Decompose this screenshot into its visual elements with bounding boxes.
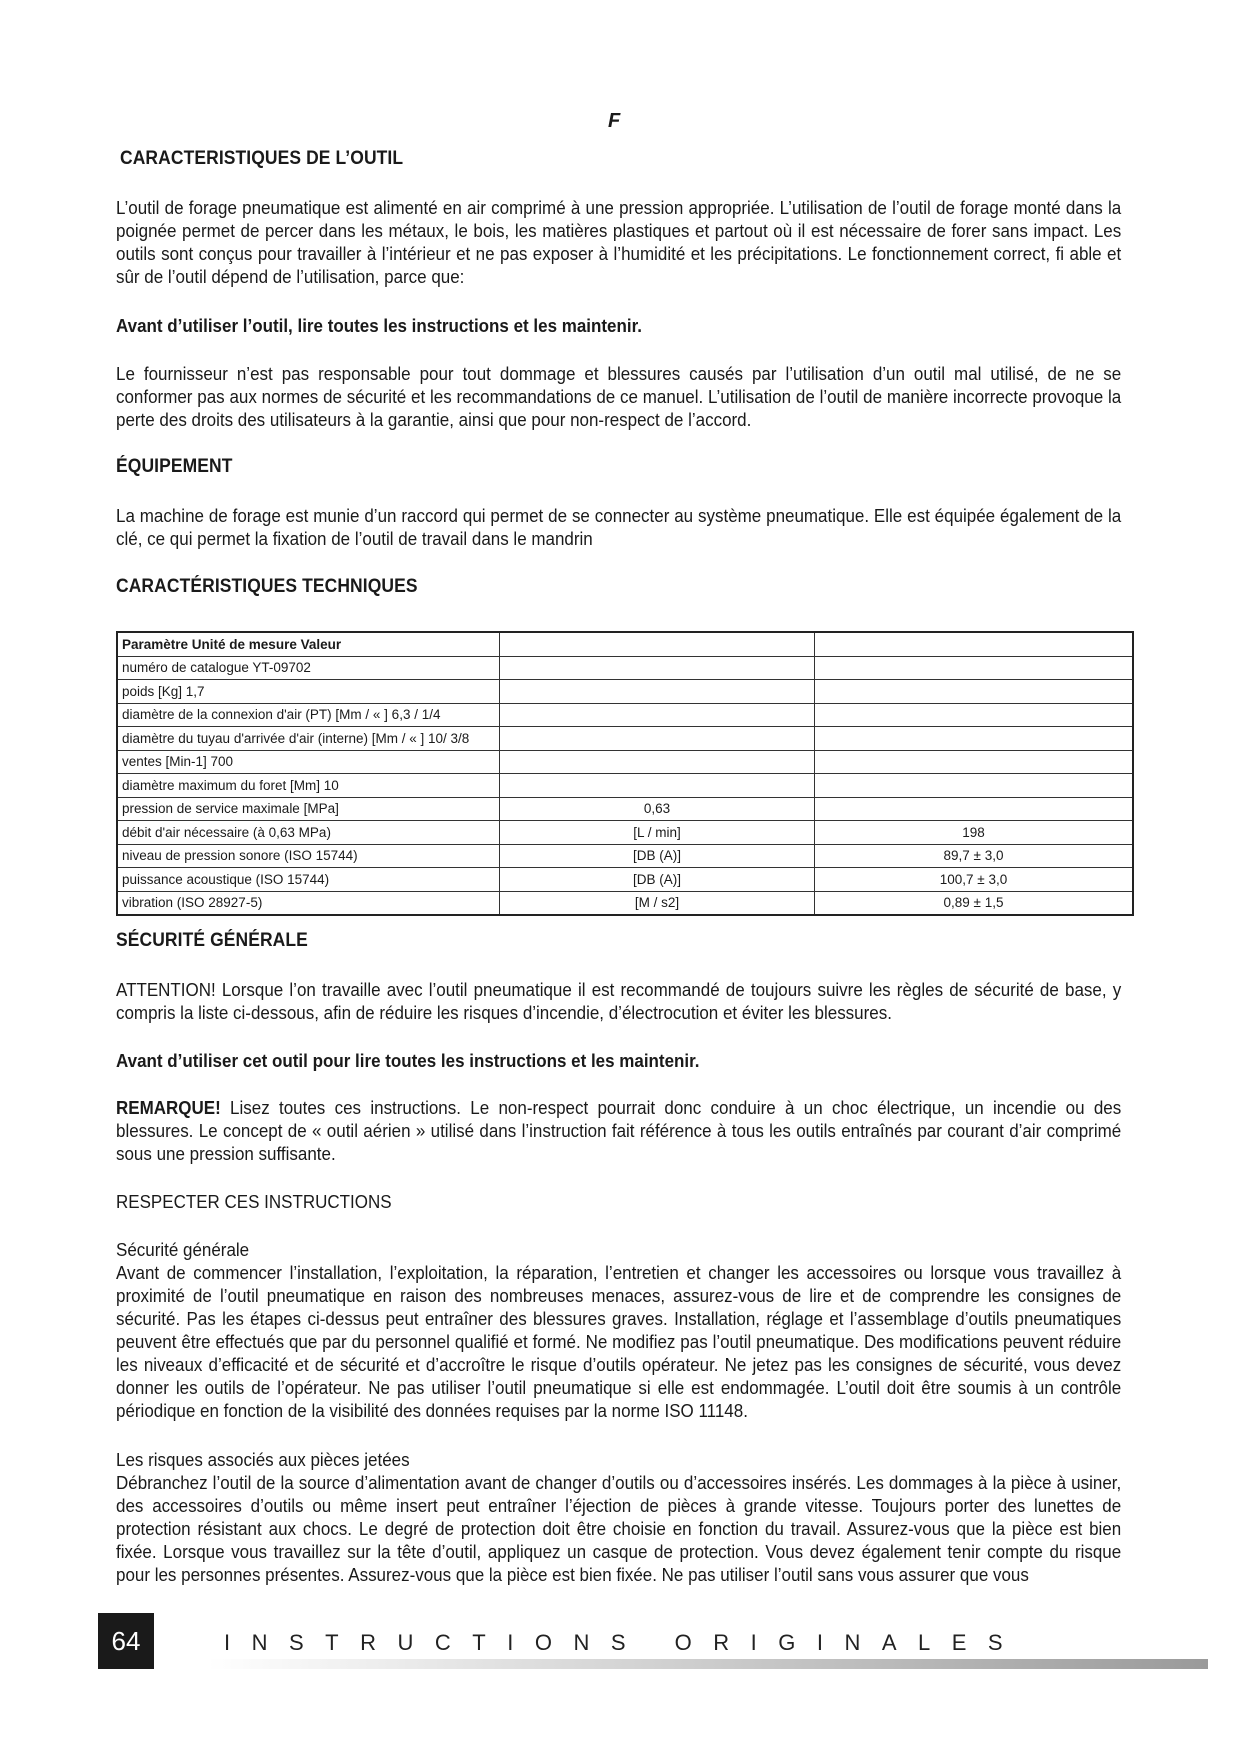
table-cell: 0,63 (500, 797, 815, 821)
table-cell: [DB (A)] (500, 844, 815, 868)
table-cell (500, 656, 815, 680)
table-cell (500, 703, 815, 727)
table-cell (815, 703, 1134, 727)
table-cell: Paramètre Unité de mesure Valeur (117, 632, 500, 656)
table-row (117, 680, 1133, 704)
ejected-parts-paragraph: Débranchez l’outil de la source d’alimentation avant de changer d’outils ou d’accessoires insérés. Les dommages à la pièce à usiner, des accessoires d’outils ou même insert peut entraîner l’éjection de pièces à grande vitesse. Toujours porter des lunettes de protection résistant aux chocs. Le degré de protection doit être choisie en fonction du travail. Assurez-vous que la pièce est bien fixée. Lorsque vous travaillez sur la tête d’outil, appliquez un casque de protection. Vous devez également tenir compte du risque pour les personnes présentes. Assurez-vous que la pièce est bien fixée. Ne pas utiliser l’outil sans vous assurer que vous (116, 1472, 1122, 1585)
table-cell: diamètre de la connexion d'air (PT) [Mm / « ] 6,3 / 1/4 (117, 703, 500, 727)
liability-paragraph: Le fournisseur n’est pas responsable pour tout dommage et blessures causés par l’utilisation d’un outil mal utilisé, de ne se conformer pas aux normes de sécurité et les recommandations de ce manuel. L’utilisation de l’outil de manière incorrecte provoque la perte des droits des utilisateurs à la garantie, ainsi que pour non-respect de l’accord. (116, 363, 1122, 430)
remarque-text: Lisez toutes ces instructions. Le non-respect pourrait donc conduire à un choc électrique, un incendie ou des blessures. Le concept de « outil aérien » utilisé dans l’instruction fait référence à tous les outils entraînés par courant d’air comprimé sous une pression suffisante. (116, 1097, 1122, 1164)
table-cell: diamètre maximum du foret [Mm] 10 (117, 774, 500, 798)
remarque-lead: REMARQUE! (116, 1097, 221, 1118)
remarque-paragraph (116, 1096, 1121, 1165)
footer-label: INSTRUCTIONS ORIGINALES (224, 1630, 1025, 1655)
table-row (117, 844, 1133, 868)
table-row (117, 774, 1133, 798)
table-row (117, 821, 1133, 845)
section-title-caracteristiques-outil: CARACTERISTIQUES DE L’OUTIL (120, 148, 404, 169)
table-cell: débit d'air nécessaire (à 0,63 MPa) (117, 821, 500, 845)
table-cell: niveau de pression sonore (ISO 15744) (117, 844, 500, 868)
table-row (117, 891, 1133, 915)
table-cell: [DB (A)] (500, 868, 815, 892)
table-row (117, 656, 1133, 680)
table-cell: 198 (815, 821, 1134, 845)
table-cell (500, 774, 815, 798)
table-cell: ventes [Min-1] 700 (117, 750, 500, 774)
general-safety-paragraph: Avant de commencer l’installation, l’exploitation, la réparation, l’entretien et changer les accessoires ou lorsque vous travaillez à proximité de l’outil pneumatique en raison des nombreuses menaces, assurez-vous de lire et de comprendre les consignes de sécurité. Pas les étapes ci-dessus peut entraîner des blessures graves. Installation, réglage et l’assemblage d’outils pneumatiques peuvent être effectués que par du personnel qualifié et formé. Ne modifiez pas l’outil pneumatique. Des modifications peuvent réduire les niveaux d’efficacité et de sécurité et d’accroître le risque d’outils opérateur. Ne jetez pas les consignes de sécurité, vous devez donner les outils de l’opérateur. Ne pas utiliser l’outil pneumatique si elle est endommagée. L’outil doit être soumis à un contrôle périodique en fonction de la visibilité des données requises par la norme ISO 11148. (116, 1262, 1122, 1421)
section-title-equipement: ÉQUIPEMENT (116, 456, 233, 477)
subsection-title-securite-generale: Sécurité générale (116, 1239, 250, 1260)
table-cell (500, 680, 815, 704)
table-cell (815, 727, 1134, 751)
table-header-row (117, 632, 1133, 656)
technical-specs-table (116, 631, 1134, 916)
table-cell: diamètre du tuyau d'arrivée d'air (interne) [Mm / « ] 10/ 3/8 (117, 727, 500, 751)
table-cell (815, 774, 1134, 798)
table-cell: 89,7 ± 3,0 (815, 844, 1134, 868)
attention-paragraph: ATTENTION! Lorsque l’on travaille avec l’outil pneumatique il est recommandé de toujours suivre les règles de sécurité de base, y compris la liste ci-dessous, afin de réduire les risques d’incendie, d’électrocution et éviter les blessures. (116, 979, 1122, 1023)
table-cell: puissance acoustique (ISO 15744) (117, 868, 500, 892)
subsection-title-risques: Les risques associés aux pièces jetées (116, 1449, 410, 1470)
respect-instructions: RESPECTER CES INSTRUCTIONS (116, 1191, 392, 1212)
table-cell: 0,89 ± 1,5 (815, 891, 1134, 915)
equipement-paragraph: La machine de forage est munie d’un raccord qui permet de se connecter au système pneumatique. Elle est équipée également de la clé, ce qui permet la fixation de l’outil de travail dans le mandrin (116, 505, 1122, 549)
warning-read-instructions-2: Avant d’utiliser cet outil pour lire toutes les instructions et les maintenir. (116, 1050, 700, 1071)
table-cell (815, 656, 1134, 680)
warning-read-instructions: Avant d’utiliser l’outil, lire toutes les instructions et les maintenir. (116, 315, 642, 336)
section-title-caracteristiques-techniques: CARACTÉRISTIQUES TECHNIQUES (116, 576, 418, 597)
table-cell (500, 750, 815, 774)
table-cell: pression de service maximale [MPa] (117, 797, 500, 821)
section-title-securite-generale: SÉCURITÉ GÉNÉRALE (116, 930, 308, 951)
table-cell (500, 727, 815, 751)
table-cell (815, 680, 1134, 704)
table-row (117, 727, 1133, 751)
table-cell: 100,7 ± 3,0 (815, 868, 1134, 892)
table-cell: vibration (ISO 28927-5) (117, 891, 500, 915)
table-cell (815, 797, 1134, 821)
footer-gradient-bar (208, 1659, 1208, 1669)
table-cell: [L / min] (500, 821, 815, 845)
page-number: 64 (98, 1613, 154, 1669)
table-cell (815, 632, 1134, 656)
table-row (117, 797, 1133, 821)
table-cell (815, 750, 1134, 774)
table-cell (500, 632, 815, 656)
table-row (117, 750, 1133, 774)
table-cell: poids [Kg] 1,7 (117, 680, 500, 704)
table-row (117, 868, 1133, 892)
table-cell: numéro de catalogue YT-09702 (117, 656, 500, 680)
intro-paragraph: L’outil de forage pneumatique est alimenté en air comprimé à une pression appropriée. L’utilisation de l’outil de forage monté dans la poignée permet de percer dans les métaux, le bois, les matières plastiques et partout où il est nécessaire de forer sans impact. Les outils sont conçus pour travailler à l’intérieur et ne pas exposer à l’humidité et les précipitations. Le fonctionnement correct, fi able et sûr de l’outil dépend de l’utilisation, parce que: (116, 197, 1122, 287)
table-row (117, 703, 1133, 727)
table-cell: [M / s2] (500, 891, 815, 915)
language-marker: F (608, 110, 621, 132)
